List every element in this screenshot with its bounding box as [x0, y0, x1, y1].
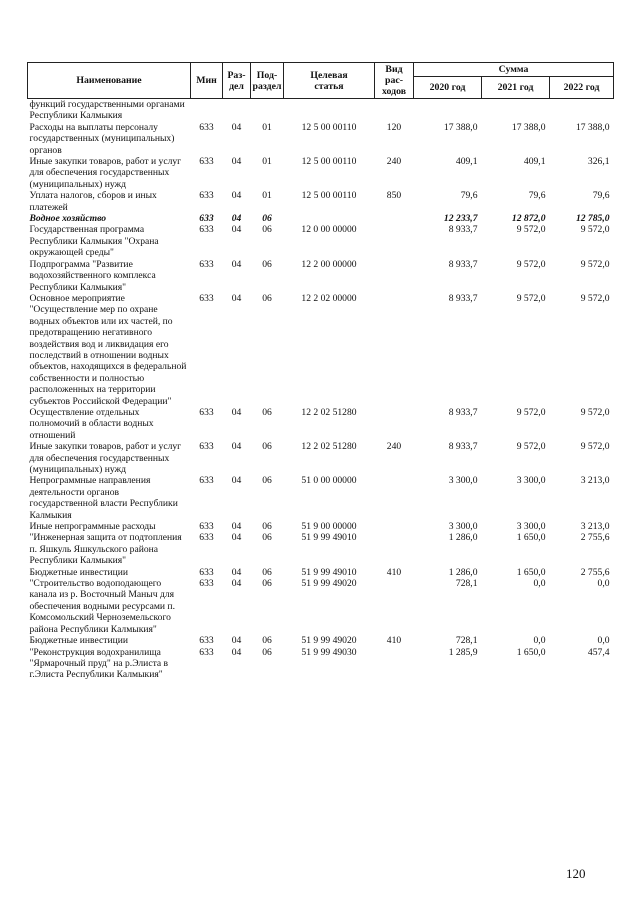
- cell-name: Водное хозяйство: [29, 213, 107, 225]
- cell-pr: 06: [262, 578, 272, 590]
- cell-rz: 04: [231, 646, 242, 658]
- table-row: [28, 441, 614, 475]
- col-header-vid: Вид рас- ходов: [375, 63, 414, 99]
- cell-min: 633: [199, 646, 214, 658]
- table-row: [28, 224, 614, 258]
- cell-vr: [375, 578, 414, 635]
- cell-a: 8 933,7: [448, 441, 478, 453]
- cell-b: 1 650,0: [516, 646, 546, 658]
- cell-cs: 12 2 02 51280: [301, 406, 357, 418]
- cell-name: Уплата налогов, сборов и иных платежей: [29, 190, 157, 213]
- col-header-sum: Сумма: [414, 63, 614, 77]
- cell-cs: 12 2 00 00000: [301, 258, 357, 270]
- table-row: [28, 122, 614, 156]
- cell-pr: 06: [262, 258, 272, 270]
- cell-cs: 51 9 99 49020: [301, 635, 357, 647]
- cell-b: 79,6: [528, 190, 546, 202]
- cell-name: Иные непрограммные расходы: [29, 521, 156, 533]
- cell-rz: 04: [231, 292, 242, 304]
- cell-cs: 12 2 02 51280: [301, 441, 357, 453]
- cell-b: 12 872,0: [511, 213, 546, 225]
- cell-b: [482, 99, 550, 122]
- cell-a: 8 933,7: [448, 292, 478, 304]
- cell-c: [550, 99, 614, 122]
- table-row: [28, 156, 614, 190]
- cell-min: 633: [199, 258, 214, 270]
- cell-c: 17 388,0: [575, 121, 610, 133]
- table-row: [28, 259, 614, 293]
- cell-rz: 04: [231, 635, 242, 647]
- table-header: [28, 63, 614, 99]
- cell-vr: [375, 407, 414, 441]
- cell-a: 3 300,0: [448, 521, 478, 533]
- cell-pr: 06: [262, 566, 272, 578]
- cell-name: Осуществление отдельных полномочий в области водных отношений: [29, 406, 154, 441]
- table-row: [28, 647, 614, 681]
- cell-b: 9 572,0: [516, 441, 546, 453]
- cell-a: 8 933,7: [448, 224, 478, 236]
- cell-c: 0,0: [597, 578, 610, 590]
- cell-c: 457,4: [587, 646, 610, 658]
- cell-a: [414, 99, 482, 122]
- cell-min: 633: [199, 566, 214, 578]
- cell-b: 1 650,0: [516, 566, 546, 578]
- cell-pr: 06: [262, 224, 272, 236]
- col-header-target: Целевая статья: [284, 63, 375, 99]
- cell-vr: 850: [386, 190, 402, 202]
- table-row: [28, 190, 614, 213]
- cell-pr: 01: [262, 190, 272, 202]
- cell-rz: 04: [231, 224, 242, 236]
- cell-min: 633: [199, 156, 214, 168]
- cell-min: 633: [199, 532, 214, 544]
- cell-name: Подпрограмма "Развитие водохозяйственного комплекса Республики Калмыкия": [29, 258, 156, 293]
- cell-vr: 240: [386, 441, 402, 453]
- cell-pr: 06: [262, 441, 272, 453]
- cell-pr: 06: [262, 292, 272, 304]
- cell-a: 1 286,0: [448, 566, 478, 578]
- cell-rz: 04: [231, 475, 242, 487]
- cell-cs: 51 9 99 49010: [301, 566, 357, 578]
- cell-c: 12 785,0: [575, 213, 610, 225]
- cell-a: 12 233,7: [443, 213, 478, 225]
- cell-name: Основное мероприятие "Осуществление мер по охране водных объектов или их частей, по предотвращению негативного воздействия вод и ликвидация его последствий в отношении водных объектов, находящихся в федеральной собственности и полностью расположенных на территории субъектов Российской Федерации": [29, 292, 187, 407]
- cell-vr: 410: [386, 566, 402, 578]
- cell-min: 633: [199, 521, 214, 533]
- cell-a: 409,1: [455, 156, 478, 168]
- cell-cs: 51 9 99 49030: [301, 646, 357, 658]
- cell-c: 9 572,0: [580, 406, 610, 418]
- cell-c: 2 755,6: [580, 566, 610, 578]
- col-header-2022: 2022 год: [550, 77, 614, 99]
- table-row: [28, 475, 614, 521]
- cell-rz: 04: [231, 441, 242, 453]
- cell-vr: [375, 259, 414, 293]
- cell-c: 3 213,0: [580, 475, 610, 487]
- cell-pr: 06: [262, 406, 272, 418]
- cell-pr: 01: [262, 156, 272, 168]
- cell-a: 3 300,0: [448, 475, 478, 487]
- cell-b: 0,0: [533, 578, 546, 590]
- cell-pr: 06: [262, 646, 272, 658]
- cell-c: 9 572,0: [580, 292, 610, 304]
- cell-name: Бюджетные инвестиции: [29, 635, 128, 647]
- cell-min: 633: [199, 635, 214, 647]
- cell-pr: 01: [262, 121, 272, 133]
- table-row: [28, 293, 614, 407]
- cell-cs: 12 5 00 00110: [301, 121, 357, 133]
- cell-b: 0,0: [533, 635, 546, 647]
- table-row: [28, 213, 614, 224]
- cell-vr: [375, 99, 414, 122]
- table-row: [28, 99, 614, 122]
- cell-name: Бюджетные инвестиции: [29, 566, 128, 578]
- cell-rz: 04: [231, 156, 242, 168]
- col-header-name: Наименование: [28, 63, 191, 99]
- cell-pr: 06: [262, 475, 272, 487]
- cell-vr: 120: [386, 121, 402, 133]
- cell-cs: 12 2 02 00000: [301, 292, 357, 304]
- budget-table: [27, 62, 614, 681]
- cell-rz: [223, 99, 251, 122]
- cell-min: 633: [199, 121, 214, 133]
- cell-c: 9 572,0: [580, 441, 610, 453]
- cell-b: 9 572,0: [516, 292, 546, 304]
- cell-cs: 12 5 00 00110: [301, 190, 357, 202]
- cell-name: функций государственными органами Республики Калмыкия: [29, 99, 185, 122]
- table-row: [28, 532, 614, 566]
- page-number: 120: [566, 866, 586, 881]
- cell-min: [191, 99, 223, 122]
- cell-rz: 04: [231, 406, 242, 418]
- cell-b: 3 300,0: [516, 475, 546, 487]
- cell-name: Иные закупки товаров, работ и услуг для обеспечения государственных (муниципальных) нужд: [29, 156, 182, 190]
- cell-rz: 04: [231, 521, 242, 533]
- budget-table-container: [27, 62, 613, 681]
- cell-vr: 410: [386, 635, 402, 647]
- cell-c: 79,6: [592, 190, 610, 202]
- cell-b: 1 650,0: [516, 532, 546, 544]
- cell-b: 9 572,0: [516, 224, 546, 236]
- cell-cs: 51 9 99 49020: [301, 578, 357, 590]
- table-row: [28, 635, 614, 646]
- cell-name: "Реконструкция водохранилища "Ярмарочный пруд" на р.Элиста в г.Элиста Республики Калмыкия": [29, 646, 169, 681]
- cell-c: 0,0: [597, 635, 610, 647]
- cell-vr: [375, 521, 414, 532]
- col-header-2020: 2020 год: [414, 77, 482, 99]
- cell-c: 2 755,6: [580, 532, 610, 544]
- table-body: [28, 99, 614, 681]
- cell-b: 9 572,0: [516, 406, 546, 418]
- cell-cs: [284, 213, 375, 224]
- table-row: [28, 578, 614, 635]
- cell-a: 728,1: [455, 578, 478, 590]
- cell-c: 3 213,0: [580, 521, 610, 533]
- cell-pr: 06: [262, 521, 272, 533]
- cell-pr: 06: [262, 532, 272, 544]
- col-header-2021: 2021 год: [482, 77, 550, 99]
- table-row: [28, 407, 614, 441]
- cell-c: 9 572,0: [580, 258, 610, 270]
- cell-cs: 51 0 00 00000: [301, 475, 357, 487]
- cell-rz: 04: [231, 213, 242, 225]
- cell-vr: [375, 532, 414, 566]
- cell-cs: 12 0 00 00000: [301, 224, 357, 236]
- cell-vr: 240: [386, 156, 402, 168]
- cell-a: 17 388,0: [443, 121, 478, 133]
- cell-rz: 04: [231, 121, 242, 133]
- cell-rz: 04: [231, 532, 242, 544]
- cell-name: "Строительство водоподающего канала из р. Восточный Маныч для обеспечения водными ресурсами п. Комсомольский Черноземельского района Республики Калмыкия": [29, 578, 175, 635]
- cell-pr: 06: [262, 213, 272, 225]
- cell-min: 633: [199, 441, 214, 453]
- col-header-podrazdel: Под- раздел: [251, 63, 284, 99]
- cell-b: 17 388,0: [511, 121, 546, 133]
- cell-a: 8 933,7: [448, 406, 478, 418]
- cell-min: 633: [199, 406, 214, 418]
- cell-pr: [251, 99, 284, 122]
- cell-name: Расходы на выплаты персоналу государственных (муниципальных) органов: [29, 121, 175, 156]
- cell-pr: 06: [262, 635, 272, 647]
- cell-cs: 12 5 00 00110: [301, 156, 357, 168]
- col-header-min: Мин: [191, 63, 223, 99]
- cell-min: 633: [199, 475, 214, 487]
- cell-min: 633: [199, 213, 214, 225]
- cell-b: 9 572,0: [516, 258, 546, 270]
- cell-min: 633: [199, 190, 214, 202]
- cell-c: 326,1: [587, 156, 610, 168]
- cell-vr: [375, 647, 414, 681]
- cell-a: 8 933,7: [448, 258, 478, 270]
- cell-rz: 04: [231, 190, 242, 202]
- cell-rz: 04: [231, 578, 242, 590]
- table-row: [28, 567, 614, 578]
- cell-cs: 51 9 99 49010: [301, 532, 357, 544]
- cell-a: 728,1: [455, 635, 478, 647]
- cell-vr: [375, 213, 414, 224]
- cell-vr: [375, 475, 414, 521]
- cell-vr: [375, 224, 414, 258]
- cell-name: "Инженерная защита от подтопления п. Яшкуль Яшкульского района Республики Калмыкия": [29, 532, 182, 567]
- cell-a: 1 286,0: [448, 532, 478, 544]
- cell-b: 3 300,0: [516, 521, 546, 533]
- cell-min: 633: [199, 224, 214, 236]
- cell-cs: 51 9 00 00000: [301, 521, 357, 533]
- cell-cs: [284, 99, 375, 122]
- cell-rz: 04: [231, 566, 242, 578]
- cell-min: 633: [199, 578, 214, 590]
- cell-name: Непрограммные направления деятельности органов государственной власти Республики Калмыкия: [29, 475, 178, 521]
- cell-vr: [375, 293, 414, 407]
- cell-a: 79,6: [460, 190, 478, 202]
- table-row: [28, 521, 614, 532]
- cell-a: 1 285,9: [448, 646, 478, 658]
- col-header-razdel: Раз- дел: [223, 63, 251, 99]
- cell-c: 9 572,0: [580, 224, 610, 236]
- cell-b: 409,1: [523, 156, 546, 168]
- cell-name: Иные закупки товаров, работ и услуг для обеспечения государственных (муниципальных) нужд: [29, 441, 182, 475]
- cell-rz: 04: [231, 258, 242, 270]
- cell-name: Государственная программа Республики Калмыкия "Охрана окружающей среды": [29, 224, 159, 259]
- cell-min: 633: [199, 292, 214, 304]
